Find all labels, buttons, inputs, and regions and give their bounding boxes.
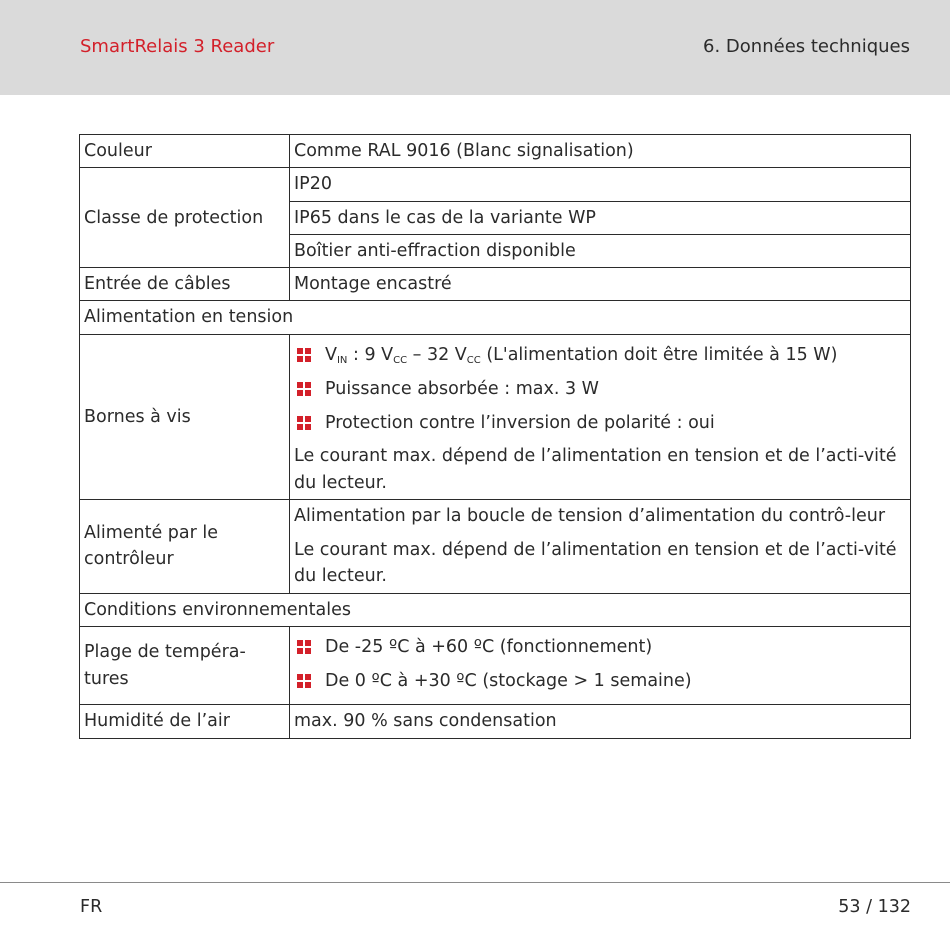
brand-title: SmartRelais 3 Reader [80,36,275,57]
table-row [80,705,911,738]
section-title: 6. Données techniques [703,36,910,57]
table-row [80,301,911,334]
row-value-bornes [290,334,911,499]
bullet-icon [294,376,325,396]
row-value-cables: Montage encastré [290,268,911,301]
list-item [294,668,906,694]
bullet-text-polarity: Protection contre l’inversion de polarité : oui [325,413,715,433]
note-text: Le courant max. dépend de l’alimentation en tension et de l’acti-vité du lecteur. [294,446,897,493]
table-row [80,593,911,626]
bullet-text-storage: De 0 ºC à +30 ºC (stockage > 1 semaine) [325,671,692,691]
bullet-icon [294,410,325,430]
page-header [0,0,950,95]
row-label-cables: Entrée de câbles [80,268,290,301]
bullet-icon [294,634,325,654]
controleur-para-1: Alimentation par la boucle de tension d’alimentation du contrô-leur [294,505,886,526]
table-row [80,135,911,168]
list-item [294,342,906,368]
list-item [294,634,906,660]
table-row [80,334,911,499]
table-row [80,626,911,705]
row-label-temperature: Plage de tempéra-tures [80,626,290,705]
footer-language: FR [80,897,103,917]
list-item [294,410,906,436]
row-value-protection-3: Boîtier anti-effraction disponible [290,234,911,267]
bullet-text-voltage: $V_{IN}$ : 9 $V_{CC} - 32$ $V_{CC}$ (L'alimentation doit être limitée à 15 W) [325,344,838,366]
row-value-temperature [290,626,911,705]
section-header-alimentation: Alimentation en tension [80,301,911,334]
table-row [80,499,911,593]
table-row [80,268,911,301]
row-label-humidite: Humidité de l’air [80,705,290,738]
bullet-icon [294,342,325,362]
row-label-couleur: Couleur [80,135,290,168]
row-label-controleur: Alimenté par le contrôleur [80,499,290,593]
row-value-couleur: Comme RAL 9016 (Blanc signalisation) [290,135,911,168]
row-label-protection: Classe de protection [80,168,290,268]
row-label-bornes: Bornes à vis [80,334,290,499]
page-number: 53 / 132 [838,897,911,917]
row-value-protection-1: IP20 [290,168,911,201]
section-header-environment: Conditions environnementales [80,593,911,626]
row-value-controleur [290,499,911,593]
bullet-text-power: Puissance absorbée : max. 3 W [325,378,599,399]
bullet-icon [294,668,325,688]
controleur-para-2: Le courant max. dépend de l’alimentation en tension et de l’acti-vité du lecteur. [294,540,897,587]
bullet-text-operating: De -25 ºC à +60 ºC (fonctionnement) [325,636,653,657]
footer-divider [0,882,950,883]
list-item [294,376,906,402]
row-value-humidite: max. 90 % sans condensation [290,705,911,738]
tech-spec-table [79,134,911,739]
row-value-protection-2: IP65 dans le cas de la variante WP [290,201,911,234]
table-row [80,168,911,201]
